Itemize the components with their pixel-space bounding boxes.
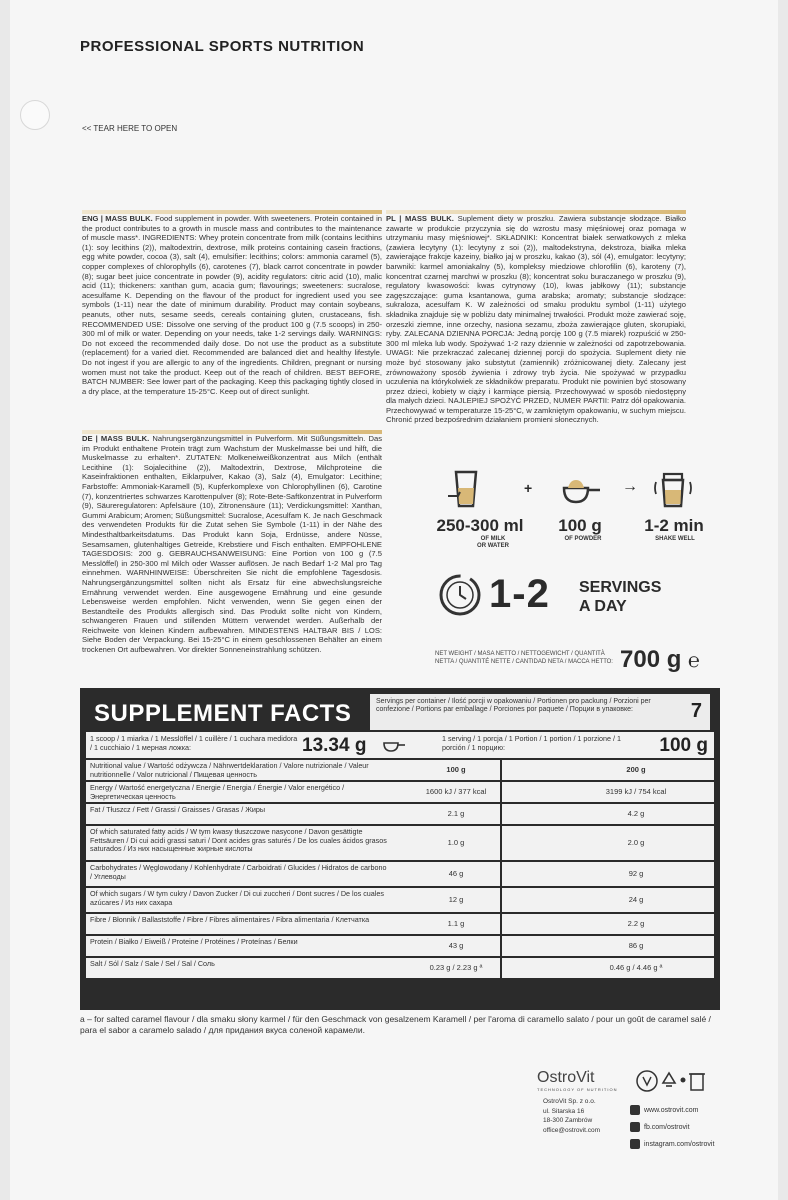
brand-slogan: PROFESSIONAL SPORTS NUTRITION bbox=[80, 38, 365, 55]
nutrition-row bbox=[86, 888, 714, 912]
value-per-200g: 4.2 g bbox=[627, 809, 645, 818]
value-per-200g: 3199 kJ / 754 kcal bbox=[605, 787, 667, 796]
nutrition-row bbox=[86, 826, 714, 860]
value-per-100g: 12 g bbox=[448, 895, 464, 904]
de-text-block bbox=[82, 434, 382, 686]
powder-sub: OF POWDER bbox=[564, 536, 602, 542]
servings-badge bbox=[435, 568, 735, 638]
value-per-200g: 24 g bbox=[628, 895, 644, 904]
nutrition-row bbox=[86, 862, 714, 886]
time-sub: SHAKE WELL bbox=[655, 536, 695, 542]
de-text: Nahrungsergänzungsmittel in Pulverform. Mit Süßungsmitteln. Das im Produkt enthaltene Protein trägt zum Wachstum der Muskelmasse bei und hilft, die Muskelmasse zu erhalten*. ZUTATEN: Molkeneiweißkonzentrat aus Milch (enthält Lecithine (1): Sojalecithine (2)), Maltodextrin, Dextrose, Milchproteine die Kaseinfraktionen enthalten, Eiklarpulver, Kakao (3), Salz (4), Emulgator: Lecithine; Farbstoffe: Ammoniak-Karamell (5), Kupferkomplexe von Chlorophyllinen (6), Carotine (7), konzentriertes schwarzes Karottenpulver (8); Rote-Bete-Saftkonzentrat in Pulverform (9), Säureregulatoren: Apfelsäure (10), Zitronensäure (11); Verdickungsmittel: Xanthan, Gummi Arabicum; Aromen; Süßungsmittel: Sucralose, Acesulfam K. Je nach Geschmack des verwendeten Produkts für die Zutat sehen Sie Symbole (1-11) in der Nähe des Mindesthaltbarkeitsdatums. Das Produkt kann Soja, Erdnüsse, andere Nüsse, Sesamsamen, glutenhaltiges Getreide, Krebstiere und Fisch enthalten. EMPFOHLENE TAGESDOSIS: 200 g. GEBRAUCHSANWEISUNG: Eine Portion von 100 g (7.5 Messlöffel) in 250-300 ml Milch oder Wasser auflösen. Je nach Bedarf 1-2 Mal pro Tag einnehmen. WARNHINWEISE: Überschreiten Sie nicht die empfohlene Tagesdosis. Nahrungsergänzungsmittel sollten nicht als Ersatz für eine abwechslungsreiche Ernährung verwendet werden. Eine ausgewogene Ernährung und eine gesunde Lebensweise werden empfohlen. Nicht verwenden, wenn Sie gegen einen der Bestandteile des Produkts allergisch sind. Das Produkt sollte nicht von Kindern, schwangeren Frauen und stillenden Müttern verwendet werden. Außerhalb der Reichweite von kleinen Kindern aufbewahren. MINDESTENS HALTBAR BIS / LOS: Siehe Boden der Verpackung. Bei 15-25°C in einem geschlossenen Behälter an einem trockenen Ort aufbewahren. Vor direkter Sonneneinstrahlung schützen. bbox=[82, 434, 382, 655]
facebook-link-text: fb.com/ostrovit bbox=[644, 1124, 690, 1131]
column-divider bbox=[500, 760, 502, 780]
column-divider bbox=[500, 936, 502, 956]
net-weight-number: 700 g bbox=[620, 646, 682, 673]
value-per-200g: 92 g bbox=[628, 869, 644, 878]
value-per-100g: 1.0 g bbox=[447, 838, 465, 847]
nutrition-row bbox=[86, 760, 714, 780]
time-amount: 1-2 min bbox=[644, 516, 704, 535]
web-link-text: www.ostrovit.com bbox=[644, 1107, 699, 1114]
column-divider bbox=[500, 862, 502, 886]
company-address bbox=[543, 1097, 600, 1135]
value-per-100g: 43 g bbox=[448, 941, 464, 950]
value-per-100g: 1600 kJ / 377 kcal bbox=[425, 787, 487, 796]
nutrient-label: Protein / Białko / Eiweiß / Proteine / Protéines / Proteínas / Белки bbox=[90, 937, 298, 946]
nutrition-row bbox=[86, 914, 714, 934]
address-line-2: ul. Sitarska 16 bbox=[543, 1107, 585, 1115]
value-per-100g: 1.1 g bbox=[447, 919, 465, 928]
nutrient-label: Fat / Tłuszcz / Fett / Grassi / Graisses / Grasas / Жиры bbox=[90, 805, 266, 814]
value-per-100g: 0.23 g / 2.23 g ª bbox=[429, 963, 483, 972]
nutrient-label: Salt / Sól / Salz / Sale / Sel / Sal / Соль bbox=[90, 959, 215, 968]
servings-per-container bbox=[370, 694, 710, 730]
net-weight-labels: NET WEIGHT / MASA NETTO / NETTOGEWICHT / QUANTITÀ NETTA / QUANTITÉ NETTE / CANTIDAD NETA / МАССА НЕТТО: bbox=[435, 651, 613, 665]
pl-text-block bbox=[386, 214, 686, 466]
nutrient-label: Fibre / Błonnik / Ballaststoffe / Fibre / Fibres alimentaires / Fibra alimentaria / Клетчатка bbox=[90, 915, 370, 924]
clock-icon bbox=[437, 572, 483, 618]
logo-tagline: TECHNOLOGY OF NUTRITION bbox=[537, 1087, 618, 1092]
value-per-200g: 2.2 g bbox=[627, 919, 645, 928]
net-weight-value bbox=[620, 646, 700, 674]
servings-label-2: A DAY bbox=[579, 598, 627, 615]
nutrient-label: Energy / Wartość energetyczna / Energie / Energia / Énergie / Valor energético / Энергетическая ценность bbox=[90, 783, 345, 801]
instagram-link[interactable] bbox=[630, 1136, 714, 1153]
liquid-sub: OF MILK OR WATER bbox=[477, 536, 509, 549]
glass-icon bbox=[446, 466, 490, 510]
value-per-200g: 200 g bbox=[626, 765, 646, 774]
recycling-icons bbox=[635, 1068, 721, 1094]
eng-text-block bbox=[82, 214, 382, 428]
column-divider bbox=[500, 826, 502, 860]
nutrition-row bbox=[86, 804, 714, 824]
tear-hint: << TEAR HERE TO OPEN bbox=[82, 124, 178, 133]
facebook-link[interactable] bbox=[630, 1119, 714, 1136]
hang-hole bbox=[20, 100, 50, 130]
servings-label-1: SERVINGS bbox=[579, 579, 662, 596]
pl-text: Suplement diety w proszku. Zawiera substancje słodzące. Białko zawarte w produkcie przyczynia się do wzrostu masy mięśniowej oraz pomaga w utrzymaniu masy mięśniowej*. SKŁADNIKI: Koncentrat białek serwatkowych z mleka (zawiera lecytyny (1): lecytyny z soi (2)), maltodekstryna, dekstroza, białka mleka zawierające frakcje kazeiny, białko jaj w proszku, kakao (3), sól (4), emulgator: lecytyny; barwniki: karmel amoniakalny (5), kompleksy miedziowe chlorofilin (6), karoteny (7), koncentrat czarnej marchwi w proszku (8); koncentrat soku buraczanego w proszku (9), regulatory kwasowości: kwas cytrynowy (10), kwas jabłkowy (11); substancje zagęszczające: guma ksantanowa, guma arabska; aromaty; substancje słodzące: sukraloza, acesulfam K. W zależności od smaku produktu symbol (1-11) użytego składnika znajduje się w pobliżu daty minimalnej trwałości. Produkt może zawierać soję, orzeszki ziemne, inne orzechy, nasiona sezamu, zboża zawierające gluten, skorupiaki, ryby. ZALECANA DZIENNA PORCJA: Jedną porcję 100 g (7.5 miarek) rozpuścić w 250-300 ml mleka lub wody. Spożywać 1-2 razy dziennie w zależności od zapotrzebowania. UWAGI: Nie przekraczać zalecanej dziennej porcji do spożycia. Suplement diety nie może być stosowany jako substytut (zamiennik) zróżnicowanej diety. Zalecany jest zrównoważony sposób żywienia i zdrowy tryb życia. Nie spożywać w przypadku uczulenia na którykolwiek ze składników preparatu. Produkt nie powinien być stosowany przez dzieci, kobiety w ciąży i karmiące piersią. Przechowywać w sposób niedostępny dla małych dzieci. NAJLEPIEJ SPOŻYĆ PRZED, NUMER PARTII: Patrz dół opakowania. Przechowywać w temperaturze 15-25°C, w zamkniętym opakowaniu, w suchym miejscu. Chronić przed bezpośrednim działaniem promieni słonecznych. bbox=[386, 214, 686, 425]
column-divider bbox=[500, 958, 502, 978]
facts-title: SUPPLEMENT FACTS bbox=[94, 700, 352, 727]
portion-label: 1 serving / 1 porcja / 1 Portion / 1 portion / 1 porzione / 1 porción / 1 порцию: bbox=[442, 734, 621, 752]
nutrient-label: Of which saturated fatty acids / W tym kwasy tłuszczowe nasycone / Davon gesättigte Fettsäuren / Di cui acidi grassi saturi / Dont acides gras saturés / De los cuales ácidos grasos saturados / Из них насыщенные жирные кислоты bbox=[90, 827, 387, 854]
column-divider bbox=[500, 782, 502, 802]
servings-per-container-label: Servings per container / Ilość porcji w opakowaniu / Portionen pro packung / Porzioni per confezione / Portions par emballage / Porciones por paquete / Порции в упаковке: bbox=[376, 698, 651, 714]
package-back bbox=[10, 0, 778, 1200]
logo-text: OstroVit bbox=[537, 1069, 595, 1086]
preparation-steps bbox=[438, 466, 728, 554]
instagram-icon bbox=[630, 1139, 640, 1149]
portion-value: 100 g bbox=[659, 735, 708, 756]
value-per-200g: 2.0 g bbox=[627, 838, 645, 847]
nutrient-label: Nutritional value / Wartość odżywcza / Nährwertdeklaration / Valore nutrizionale / Valeur nutritionnelle / Valor nutricional / Пищевая ценность bbox=[90, 761, 369, 779]
supplement-facts-table bbox=[80, 688, 720, 1010]
column-divider bbox=[500, 914, 502, 934]
pl-heading: PL | MASS BULK. bbox=[386, 214, 454, 223]
scoop-small-icon bbox=[382, 739, 406, 753]
nutrient-label: Carbohydrates / Węglowodany / Kohlenhydrate / Carboidrati / Glucides / Hidratos de carbono / Углеводы bbox=[90, 863, 387, 881]
instagram-link-text: instagram.com/ostrovit bbox=[644, 1141, 715, 1148]
nutrient-label: Of which sugars / W tym cukry / Davon Zucker / Di cui zuccheri / Dont sucres / De los cuales azúcares / Из них сахара bbox=[90, 889, 384, 907]
servings-label bbox=[579, 578, 661, 616]
nutrition-row bbox=[86, 782, 714, 802]
plus-sign: + bbox=[524, 480, 533, 496]
shaker-icon bbox=[652, 466, 696, 510]
de-heading: DE | MASS BULK. bbox=[82, 434, 150, 443]
facebook-icon bbox=[630, 1122, 640, 1132]
address-line-4: office@ostrovit.com bbox=[543, 1126, 601, 1134]
value-per-100g: 46 g bbox=[448, 869, 464, 878]
web-link[interactable] bbox=[630, 1102, 714, 1119]
ostrovit-logo bbox=[537, 1069, 617, 1092]
powder-amount: 100 g bbox=[558, 516, 602, 535]
column-divider bbox=[500, 888, 502, 912]
value-per-100g: 2.1 g bbox=[447, 809, 465, 818]
estimated-sign: ℮ bbox=[688, 650, 701, 672]
scoop-icon bbox=[558, 466, 602, 510]
eng-text: Food supplement in powder. With sweeteners. Protein contained in the product contributes to a growth in muscle mass and contributes to the maintenance of muscle mass*. INGREDIENTS: Whey protein concentrate from milk (contains lecithins (1): soy lecithins (2)), maltodextrin, dextrose, milk proteins containing casein fractions, egg white powder, cocoa (3), salt (4), emulsifier: lecithins; colors: ammonia caramel (5), copper complexes of chlorophylls (6), carotenes (7), black carrot concentrate in powder (8); sugar beet juice concentrate in powder (9), acidity regulators: citric acid (10), malic acid (11); thickeners: xanthan gum, acacia gum; flavourings; sweeteners: sucralose, acesulfame K. Depending on the flavour of the product for ingredient used you see symbols (1-11) near the date of minimum durability. Product may contain soybeans, peanuts, other nuts, sesame seeds, cereals containing gluten, crustaceans, fish. RECOMMENDED USE: Dissolve one serving of the product 100 g (7.5 scoops) in 250-300 ml of milk or water. Depending on your needs, take 1-2 servings daily. WARNINGS: Do not exceed the recommended daily dose. Do not use the product as a substitute (replacement) for a varied diet. Recommended are balanced diet and healthy lifestyle. Do not ingest if you are allergic to any of the ingredients. Children, pregnant or nursing women must not take the product. Keep out of the reach of children. BEST BEFORE, BATCH NUMBER: See lower part of the packaging. Keep this packaging tightly closed in a dry place, at the temperature 15-25°C. Keep out of direct sunlight. bbox=[82, 214, 382, 396]
servings-per-container-value: 7 bbox=[690, 700, 702, 722]
servings-value: 1-2 bbox=[489, 572, 550, 616]
scoop-value: 13.34 g bbox=[302, 735, 367, 756]
value-per-200g: 86 g bbox=[628, 941, 644, 950]
arrow-sign: → bbox=[622, 478, 638, 495]
scoop-label: 1 scoop / 1 miarka / 1 Messlöffel / 1 cuillère / 1 cuchara medidora / 1 cucchiaio / 1 мерная ложка: bbox=[90, 734, 298, 752]
nutrition-row bbox=[86, 958, 714, 978]
social-links bbox=[630, 1102, 714, 1153]
serving-size-row bbox=[86, 732, 714, 758]
value-per-100g: 100 g bbox=[446, 765, 466, 774]
address-line-1: OstroVit Sp. z o.o. bbox=[543, 1098, 596, 1105]
nutrition-row bbox=[86, 936, 714, 956]
value-per-200g: 0.46 g / 4.46 g ª bbox=[609, 963, 663, 972]
address-line-3: 18-300 Zambrów bbox=[543, 1117, 593, 1124]
column-divider bbox=[500, 804, 502, 824]
eng-heading: ENG | MASS BULK. bbox=[82, 214, 153, 223]
footnote: a – for salted caramel flavour / dla smaku słony karmel / für den Geschmack von gesalzenem Karamell / per l'aroma di caramello salato / pour un goût de caramel salé / para el sabor a caramelo salado / для придания вкуса соленой карамели. bbox=[80, 1014, 711, 1035]
liquid-amount: 250-300 ml bbox=[436, 516, 524, 535]
globe-icon bbox=[630, 1105, 640, 1115]
